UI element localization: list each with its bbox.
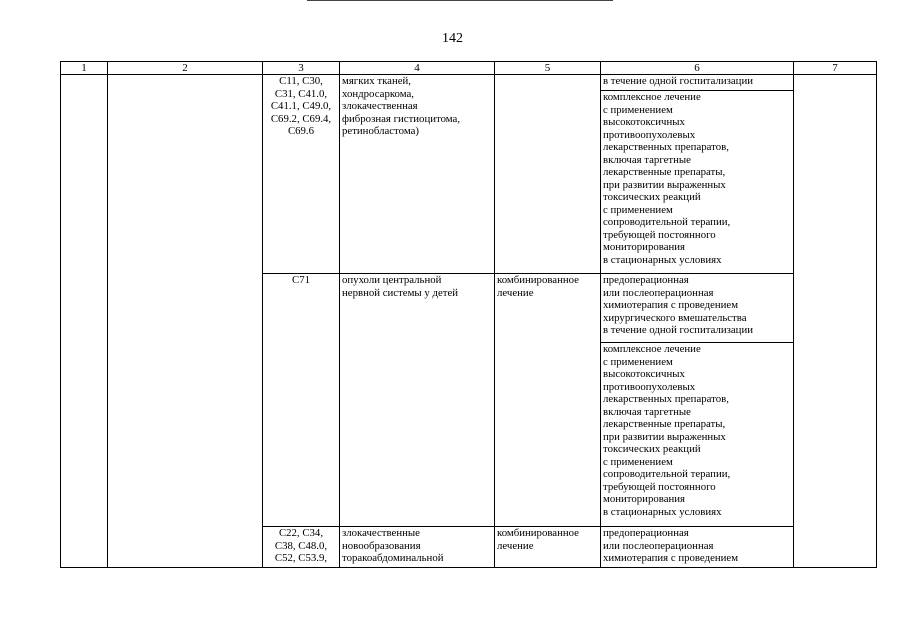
icd-codes-cell: C22, C34, C38, C48.0, C52, C53.9, — [263, 527, 340, 568]
col1-cell — [61, 75, 108, 568]
treatment-detail-cell: предоперационная или послеоперационная химиотерапия с проведением хирургического вмешательства в течение одной госпитализации — [601, 274, 794, 343]
top-rule — [307, 0, 613, 1]
page-number: 142 — [442, 31, 463, 46]
column-number: 1 — [61, 62, 108, 75]
col2-cell — [108, 75, 263, 568]
column-number: 6 — [601, 62, 794, 75]
treatment-method-cell: комбинированное лечение — [495, 527, 601, 568]
column-number: 2 — [108, 62, 263, 75]
condition-cell: злокачественные новообразования торакоабдоминальной — [340, 527, 495, 568]
condition-cell: мягких тканей, хондросаркома, злокачественная фиброзная гистиоцитома, ретинобластома) — [340, 75, 495, 274]
col7-cell — [794, 75, 877, 568]
column-number-row — [61, 62, 877, 75]
column-number: 4 — [340, 62, 495, 75]
icd-codes-cell: C71 — [263, 274, 340, 527]
treatment-detail-cell: предоперационная или послеоперационная химиотерапия с проведением — [601, 527, 794, 568]
treatment-detail-cell: комплексное лечение с применением высокотоксичных противоопухолевых лекарственных препаратов, включая таргетные лекарственные препараты, при развитии выраженных токсических реакций с применением сопроводительной терапии, требующей постоянного мониторирования в стационарных условиях — [601, 91, 794, 274]
treatment-method-cell — [495, 75, 601, 274]
column-number: 7 — [794, 62, 877, 75]
treatment-detail-cell: комплексное лечение с применением высокотоксичных противоопухолевых лекарственных препаратов, включая таргетные лекарственные препараты, при развитии выраженных токсических реакций с применением сопроводительной терапии, требующей постоянного мониторирования в стационарных условиях — [601, 343, 794, 527]
medical-care-table — [60, 61, 877, 568]
table-row — [61, 75, 877, 91]
icd-codes-cell: C11, C30, C31, C41.0, C41.1, C49.0, C69.2, C69.4, C69.6 — [263, 75, 340, 274]
condition-cell: опухоли центральной нервной системы у детей — [340, 274, 495, 527]
treatment-detail-cell: в течение одной госпитализации — [601, 75, 794, 91]
treatment-method-cell: комбинированное лечение — [495, 274, 601, 527]
column-number: 5 — [495, 62, 601, 75]
column-number: 3 — [263, 62, 340, 75]
